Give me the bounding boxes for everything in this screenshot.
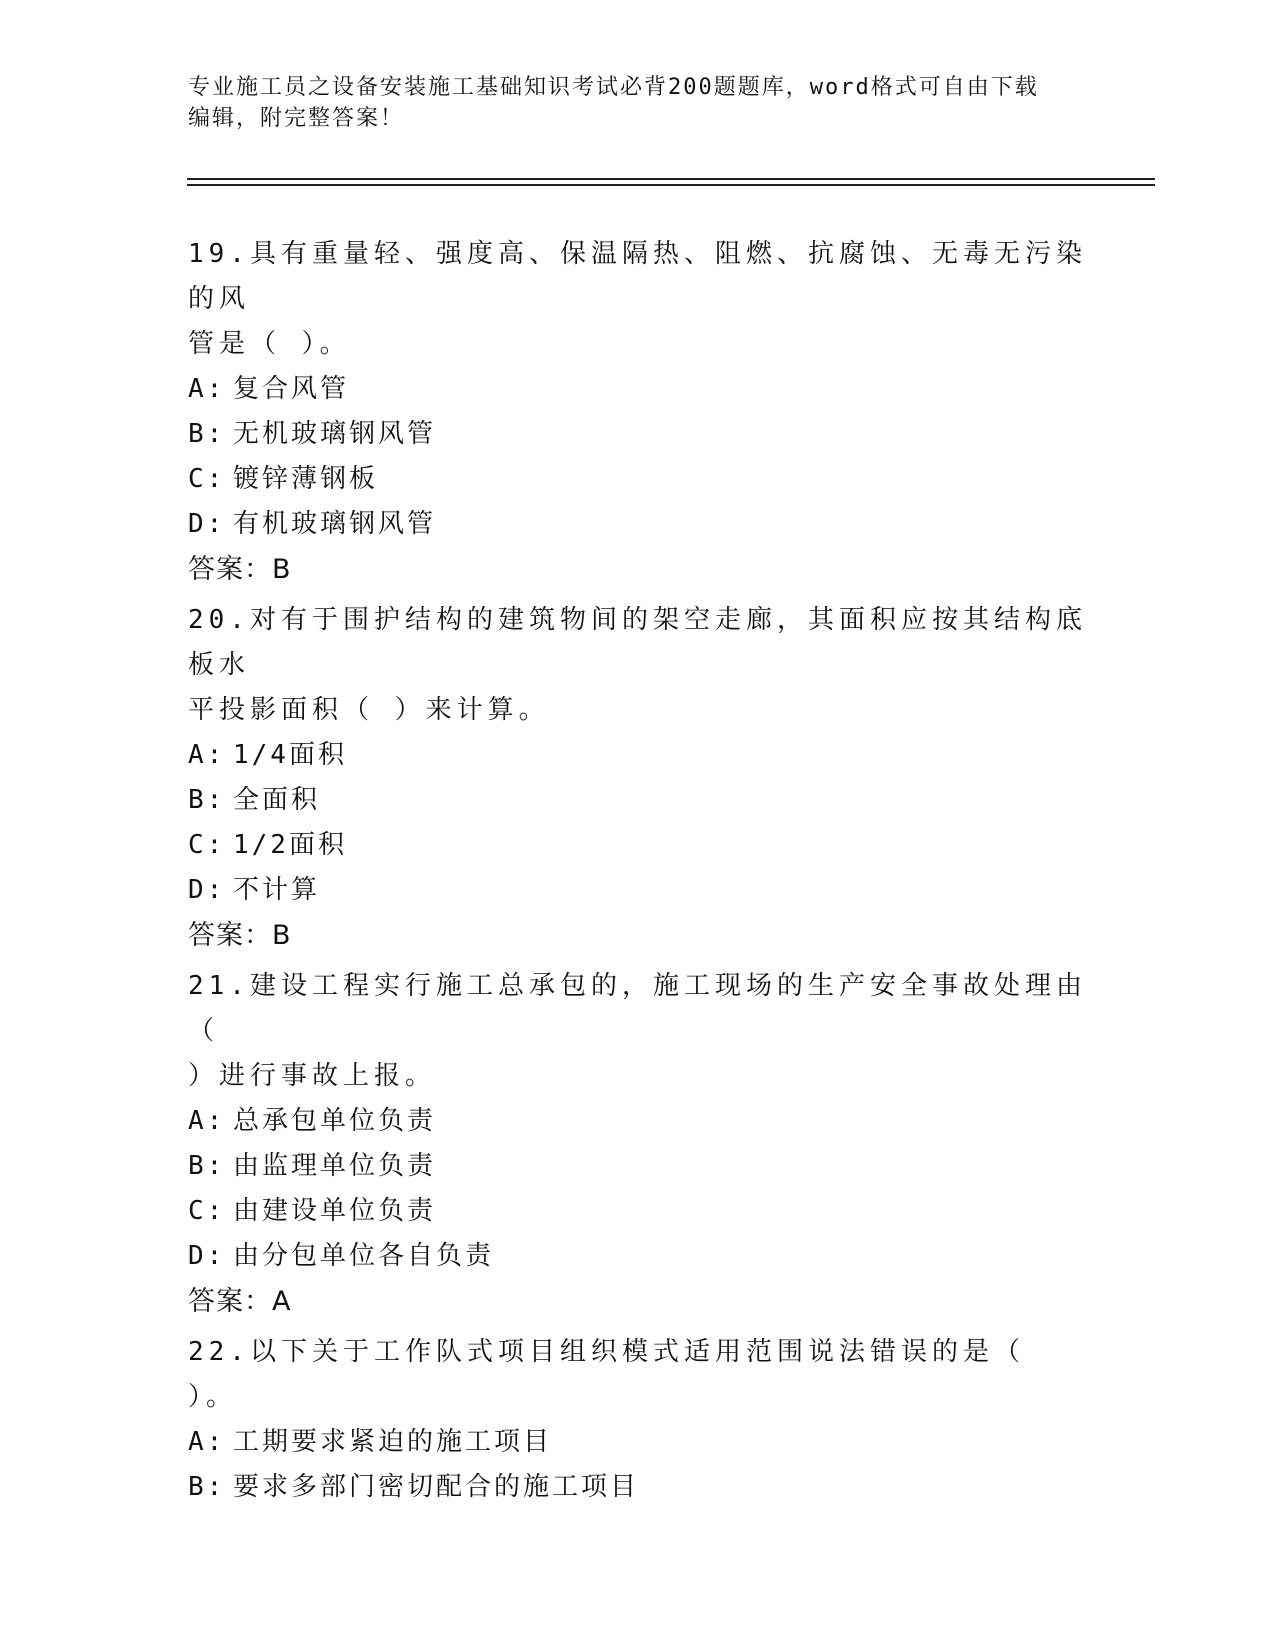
option-text: 1/4面积 bbox=[233, 740, 347, 770]
option-text: 不计算 bbox=[233, 875, 321, 905]
option-text: 全面积 bbox=[233, 785, 321, 815]
option-text: 由建设单位负责 bbox=[233, 1196, 437, 1226]
option-letter: A: bbox=[188, 740, 226, 770]
answer-line: 答案：A bbox=[188, 1286, 292, 1317]
option-text: 复合风管 bbox=[233, 374, 350, 404]
question-19 bbox=[188, 232, 1088, 592]
header-line-1: 专业施工员之设备安装施工基础知识考试必背200题题库，word格式可自由下载 bbox=[188, 75, 1039, 100]
option-text: 由监理单位负责 bbox=[233, 1151, 437, 1181]
document-header bbox=[188, 72, 1088, 134]
option-b bbox=[188, 1144, 1088, 1189]
option-d bbox=[188, 1234, 1088, 1279]
option-letter: A: bbox=[188, 1427, 226, 1457]
option-d bbox=[188, 502, 1088, 547]
question-22 bbox=[188, 1330, 1088, 1510]
option-letter: D: bbox=[188, 1241, 226, 1271]
question-text-line-1: 19.具有重量轻、强度高、保温隔热、阻燃、抗腐蚀、无毒无污染的风 bbox=[188, 239, 1087, 314]
option-text: 1/2面积 bbox=[233, 830, 347, 860]
option-a bbox=[188, 1420, 1088, 1465]
header-line-2: 编辑，附完整答案！ bbox=[188, 106, 405, 131]
option-letter: B: bbox=[188, 1472, 226, 1502]
answer-line: 答案：B bbox=[188, 554, 292, 585]
question-text-line-1: 20.对有于围护结构的建筑物间的架空走廊，其面积应按其结构底板水 bbox=[188, 605, 1087, 680]
option-text: 镀锌薄钢板 bbox=[233, 464, 379, 494]
header-divider-bottom bbox=[187, 184, 1155, 186]
option-d bbox=[188, 868, 1088, 913]
option-letter: A: bbox=[188, 1106, 226, 1136]
option-letter: A: bbox=[188, 374, 226, 404]
question-text-line-1: 21.建设工程实行施工总承包的，施工现场的生产安全事故处理由（ bbox=[188, 971, 1087, 1046]
question-text-line-2: 平投影面积（ ）来计算。 bbox=[188, 695, 550, 725]
option-c bbox=[188, 457, 1088, 502]
option-a bbox=[188, 733, 1088, 778]
option-text: 工期要求紧迫的施工项目 bbox=[233, 1427, 553, 1457]
option-letter: C: bbox=[188, 830, 226, 860]
question-text-line-2: 管是（ ）。 bbox=[188, 329, 351, 359]
option-a bbox=[188, 367, 1088, 412]
option-a bbox=[188, 1099, 1088, 1144]
answer-line: 答案：B bbox=[188, 920, 292, 951]
option-c bbox=[188, 1189, 1088, 1234]
option-c bbox=[188, 823, 1088, 868]
option-text: 无机玻璃钢风管 bbox=[233, 419, 437, 449]
option-letter: C: bbox=[188, 464, 226, 494]
option-letter: D: bbox=[188, 875, 226, 905]
question-20 bbox=[188, 598, 1088, 958]
option-text: 由分包单位各自负责 bbox=[233, 1241, 495, 1271]
option-b bbox=[188, 778, 1088, 823]
option-letter: D: bbox=[188, 509, 226, 539]
option-letter: B: bbox=[188, 785, 226, 815]
option-text: 总承包单位负责 bbox=[233, 1106, 437, 1136]
option-text: 有机玻璃钢风管 bbox=[233, 509, 437, 539]
header-divider-top bbox=[187, 178, 1155, 180]
option-letter: B: bbox=[188, 419, 226, 449]
question-text-line-1: 22.以下关于工作队式项目组织模式适用范围说法错误的是（ ）。 bbox=[188, 1337, 1025, 1412]
question-text-line-2: ）进行事故上报。 bbox=[188, 1061, 437, 1091]
option-letter: B: bbox=[188, 1151, 226, 1181]
option-text: 要求多部门密切配合的施工项目 bbox=[233, 1472, 640, 1502]
question-21 bbox=[188, 964, 1088, 1324]
option-b bbox=[188, 1465, 1088, 1510]
option-letter: C: bbox=[188, 1196, 226, 1226]
option-b bbox=[188, 412, 1088, 457]
